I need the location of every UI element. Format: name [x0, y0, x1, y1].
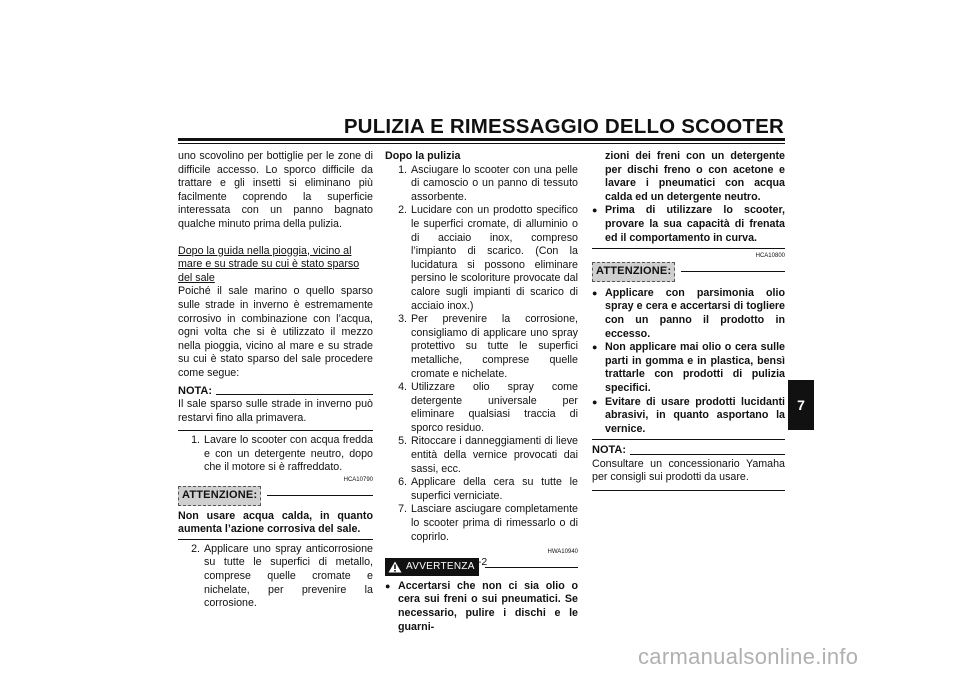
column-1 — [178, 150, 373, 611]
step-text: Applicare della cera su tutte le superfici verniciate. — [411, 476, 578, 502]
note-label: NOTA: — [592, 444, 627, 457]
step-text: Asciugare lo scooter con una pelle di camoscio o un panno di tessuto assorbente. — [411, 163, 578, 203]
caution-rule — [681, 271, 785, 272]
step-text: Lavare lo scooter con acqua fredda e con un detergente neutro, dopo che il motore si è raffreddato. — [204, 434, 373, 474]
caution-end-rule — [592, 439, 785, 440]
warning-rule — [485, 567, 578, 568]
warning-label: AVVERTENZA — [406, 561, 475, 573]
step-number: 3. — [398, 313, 407, 326]
warning-code: HWA10940 — [547, 549, 578, 556]
step-text: Ritoccare i danneggiamenti di lieve entità della vernice provocati dai sassi, ecc. — [411, 435, 578, 475]
bullet-icon: ● — [592, 396, 598, 407]
warning-end-rule — [592, 248, 785, 249]
list-item — [385, 503, 578, 544]
page-number: 7-2 — [472, 556, 488, 568]
rain-heading: Dopo la guida nella pioggia, vicino al mare e su strade su cui è stato sparso del sale — [178, 244, 360, 284]
step-number: 4. — [398, 381, 407, 394]
caution-text: Non usare acqua calda, in quanto aumenta l’azione corrosiva del sale. — [178, 509, 373, 536]
caution-badge: ATTENZIONE: — [178, 486, 261, 506]
step-text: Applicare uno spray anticorrosione su tutte le superfici di metallo, comprese quelle cromate e nichelate, per prevenire la corrosione. — [204, 542, 373, 610]
caution-end-rule — [178, 539, 373, 540]
bullet-icon: ● — [592, 287, 598, 298]
step-number: 2. — [191, 542, 200, 555]
note-text: Consultare un concessionario Yamaha per consigli sui prodotti da usare. — [592, 457, 785, 484]
step-number: 6. — [398, 476, 407, 489]
step-text: Utilizzare olio spray come detergente universale per eliminare qualsiasi traccia di sporco residuo. — [411, 381, 578, 434]
list-item — [178, 434, 373, 475]
bullet-icon: ● — [592, 205, 598, 216]
warning-badge — [385, 558, 479, 576]
list-item — [178, 543, 373, 611]
page-title: PULIZIA E RIMESSAGGIO DELLO SCOOTER — [343, 115, 784, 138]
list-item — [385, 313, 578, 381]
step-text: Lucidare con un prodotto specifico le superfici cromate, di alluminio o di acciaio inox, compreso l’impianto di scarico. (Con la lucidatura si possono eliminare persino le scoloriture provocate dal calore sugli impianti di scarico di acciaio inox.) — [411, 204, 578, 312]
note-end-rule — [178, 430, 373, 431]
step-number: 5. — [398, 435, 407, 448]
warning-bullet-text: Accertarsi che non ci sia olio o cera sui freni o sui pneumatici. Se necessario, pulire i dischi e le guarni- — [398, 579, 578, 633]
caution-bullet — [592, 287, 785, 341]
note-rule — [630, 454, 785, 455]
caution-badge: ATTENZIONE: — [592, 262, 675, 282]
list-item — [385, 476, 578, 503]
step-text: Per prevenire la corrosione, consigliamo di applicare uno spray protettivo su tutte le superfici metalliche, comprese quelle cromate e nichelate. — [411, 313, 578, 380]
warning-bullet-text: Prima di utilizzare lo scooter, provare la sua capacità di frenata ed il comportamento in curva. — [605, 204, 785, 244]
warning-triangle-icon — [388, 561, 402, 573]
list-item — [385, 164, 578, 205]
section-heading: Dopo la pulizia — [385, 150, 461, 162]
warning-bullet — [592, 204, 785, 245]
intro-paragraph: uno scovolino per bottiglie per le zone di difficile accesso. Lo sporco difficile da trattare e gli insetti si eliminano più facilmente coprendo la superficie interessata con un panno bagnato qualche minuto prima della pulizia. — [178, 150, 373, 230]
note-rule — [216, 394, 373, 395]
header-rule-thin — [178, 143, 785, 144]
caution-code: HCA10800 — [755, 253, 785, 260]
step-number: 7. — [398, 503, 407, 516]
watermark: carmanualsonline.info — [638, 644, 859, 669]
chapter-tab: 7 — [788, 380, 814, 430]
column-3 — [592, 150, 785, 491]
caution-rule — [267, 495, 373, 496]
step-number: 1. — [191, 434, 200, 447]
step-number: 2. — [398, 204, 407, 217]
list-item — [385, 381, 578, 435]
rain-paragraph: Poiché il sale marino o quello sparso sulle strade in inverno è estremamente corrosivo in combinazione con l’acqua, ogni volta che si è utilizzato il mezzo nella pioggia, vicino al mare e su strade su cui è stato sparso del sale procedere come segue: — [178, 285, 373, 379]
caution-bullet — [592, 341, 785, 395]
list-item — [385, 204, 578, 313]
note-header — [178, 385, 373, 399]
list-item — [385, 435, 578, 476]
note-text: Il sale sparso sulle strade in inverno può restarvi fino alla primavera. — [178, 398, 373, 424]
caution-bullet-text: Non applicare mai olio o cera sulle parti in gomma e in plastica, bensì trattarle con prodotti di pulizia specifici. — [605, 341, 785, 394]
caution-header — [178, 486, 373, 506]
step-text: Lasciare asciugare completamente lo scooter prima di rimessarlo o di coprirlo. — [411, 503, 578, 543]
caution-bullet-text: Evitare di usare prodotti lucidanti abrasivi, in quanto asportano la vernice. — [605, 395, 785, 435]
header-rule — [178, 138, 785, 141]
warning-bullet — [385, 580, 578, 634]
warning-bullet-continued — [592, 150, 785, 204]
caution-code: HCA10790 — [343, 477, 373, 484]
note-header — [592, 444, 785, 458]
caution-bullet-text: Applicare con parsimonia olio spray e cera e accertarsi di togliere con un panno il prodotto in eccesso. — [605, 286, 785, 340]
note-label: NOTA: — [178, 384, 213, 397]
bullet-icon: ● — [385, 580, 391, 591]
warning-continued-text: zioni dei freni con un detergente per dischi freno o con acetone e lavare i pneumatici con acqua calda ed un detergente neutro. — [605, 150, 785, 203]
bullet-icon: ● — [592, 342, 598, 353]
caution-header — [592, 262, 785, 282]
caution-bullet — [592, 396, 785, 437]
step-number: 1. — [398, 163, 407, 176]
note-end-rule — [592, 490, 785, 491]
